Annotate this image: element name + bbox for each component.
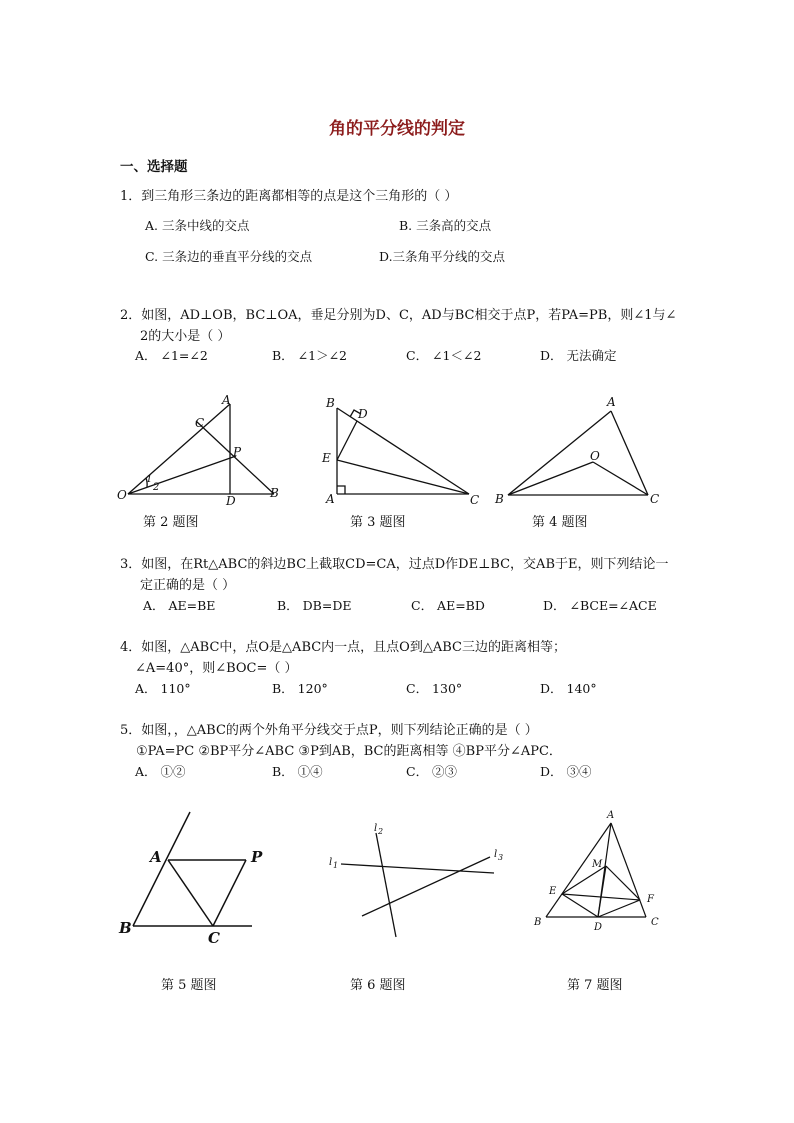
q5-option-d: D． ③④ bbox=[540, 764, 592, 779]
figure-6-caption: 第 6 题图 bbox=[350, 978, 406, 993]
fig7-label-c: C bbox=[651, 917, 659, 928]
fig2-label-c: C bbox=[195, 416, 205, 430]
q3-stem-line2: 定正确的是（ ） bbox=[140, 578, 236, 593]
q4-option-b: B． 120° bbox=[272, 681, 328, 696]
q1-option-c: C. 三条边的垂直平分线的交点 bbox=[145, 249, 313, 264]
fig7-segment-mf bbox=[606, 866, 640, 900]
q1-option-a: A. 三条中线的交点 bbox=[145, 218, 250, 233]
fig4-label-o: O bbox=[590, 449, 600, 463]
q4-stem-line2: ∠A=40°，则∠BOC=（ ） bbox=[135, 661, 298, 676]
fig3-label-e: E bbox=[322, 451, 331, 465]
q3-option-b: B． DB=DE bbox=[277, 598, 352, 613]
q3-option-a: A． AE=BE bbox=[143, 598, 216, 613]
q4-stem-line1: 4．如图，△ABC中，点O是△ABC内一点，且点O到△ABC三边的距离相等； bbox=[120, 640, 566, 655]
fig6-label-l1-sub: 1 bbox=[333, 861, 339, 870]
fig2-label-b: B bbox=[270, 486, 279, 500]
fig2-label-o: O bbox=[117, 488, 127, 502]
q5-stem-line1: 5．如图，，△ABC的两个外角平分线交于点P，则下列结论正确的是（ ） bbox=[120, 723, 538, 738]
q4-option-c: C． 130° bbox=[406, 681, 463, 696]
fig4-label-c: C bbox=[650, 492, 660, 506]
fig7-segment-ab bbox=[546, 823, 611, 917]
q1-stem: 1．到三角形三条边的距离都相等的点是这个三角形的（ ） bbox=[120, 189, 458, 204]
fig3-label-b: B bbox=[326, 396, 335, 410]
fig5-label-a: A bbox=[150, 848, 162, 866]
q3-option-c: C． AE=BD bbox=[411, 598, 485, 613]
figure-5-caption: 第 5 题图 bbox=[161, 978, 217, 993]
fig2-label-angle1: 1 bbox=[146, 474, 153, 485]
figure-3-caption: 第 3 题图 bbox=[350, 515, 406, 530]
fig7-segment-ed bbox=[562, 894, 598, 917]
fig5-label-b: B bbox=[119, 919, 132, 937]
q1-option-d: D.三条角平分线的交点 bbox=[379, 249, 506, 264]
fig7-segment-fd bbox=[598, 900, 640, 917]
q1-option-b: B. 三条高的交点 bbox=[399, 218, 492, 233]
fig7-label-d: D bbox=[594, 922, 603, 933]
q5-option-c: C． ②③ bbox=[406, 764, 458, 779]
fig6-label-l3-sub: 3 bbox=[498, 853, 504, 862]
figure-7-caption: 第 7 题图 bbox=[567, 978, 623, 993]
q4-option-a: A． 110° bbox=[135, 681, 191, 696]
fig5-label-p: P bbox=[251, 848, 263, 866]
q4-option-d: D． 140° bbox=[540, 681, 597, 696]
q3-stem-line1: 3．如图，在Rt△ABC的斜边BC上截取CD=CA，过点D作DE⊥BC，交AB于E，则下列结论一 bbox=[120, 557, 669, 572]
q5-option-a: A． ①② bbox=[135, 764, 186, 779]
q2-option-c: C． ∠1＜∠2 bbox=[406, 348, 482, 363]
q5-stem-line2: ①PA=PC ②BP平分∠ABC ③P到AB，BC的距离相等 ④BP平分∠APC． bbox=[136, 744, 562, 759]
fig6-label-l3: l bbox=[494, 849, 498, 860]
fig5-label-c: C bbox=[208, 929, 220, 947]
fig7-label-e: E bbox=[549, 886, 557, 897]
q2-stem-line2: 2的大小是（ ） bbox=[140, 329, 231, 344]
fig7-label-m: M bbox=[592, 859, 603, 870]
q3-option-d: D． ∠BCE=∠ACE bbox=[543, 598, 657, 613]
q5-option-b: B． ①④ bbox=[272, 764, 323, 779]
q2-option-b: B． ∠1＞∠2 bbox=[272, 348, 348, 363]
q2-option-d: D． 无法确定 bbox=[540, 348, 617, 363]
figure-4-caption: 第 4 题图 bbox=[532, 515, 588, 530]
fig3-label-d: D bbox=[358, 407, 368, 421]
fig3-label-c: C bbox=[470, 493, 480, 507]
fig2-label-p: P bbox=[233, 445, 242, 459]
fig7-segment-md bbox=[598, 866, 606, 917]
fig7-label-b: B bbox=[534, 917, 542, 928]
fig7-segment-ac bbox=[611, 823, 646, 917]
fig4-label-a: A bbox=[607, 395, 616, 409]
fig6-label-l2: l bbox=[374, 823, 378, 834]
fig6-label-l1: l bbox=[329, 857, 333, 868]
section-heading: 一、选择题 bbox=[120, 159, 188, 175]
fig3-label-a: A bbox=[326, 492, 335, 506]
page-title: 角的平分线的判定 bbox=[329, 119, 465, 139]
figure-2-caption: 第 2 题图 bbox=[143, 515, 199, 530]
fig4-label-b: B bbox=[495, 492, 504, 506]
fig2-label-angle2: 2 bbox=[153, 482, 160, 493]
fig2-label-d: D bbox=[226, 494, 236, 508]
fig2-label-a: A bbox=[222, 393, 231, 407]
fig7-segment-em bbox=[562, 866, 606, 894]
q2-stem-line1: 2．如图，AD⊥OB，BC⊥OA，垂足分别为D、C，AD与BC相交于点P，若PA=PB，则∠1与∠ bbox=[120, 308, 677, 323]
fig7-label-f: F bbox=[647, 894, 654, 905]
fig7-label-a: A bbox=[607, 810, 615, 821]
fig6-label-l2-sub: 2 bbox=[378, 827, 384, 836]
q2-option-a: A． ∠1=∠2 bbox=[135, 348, 208, 363]
